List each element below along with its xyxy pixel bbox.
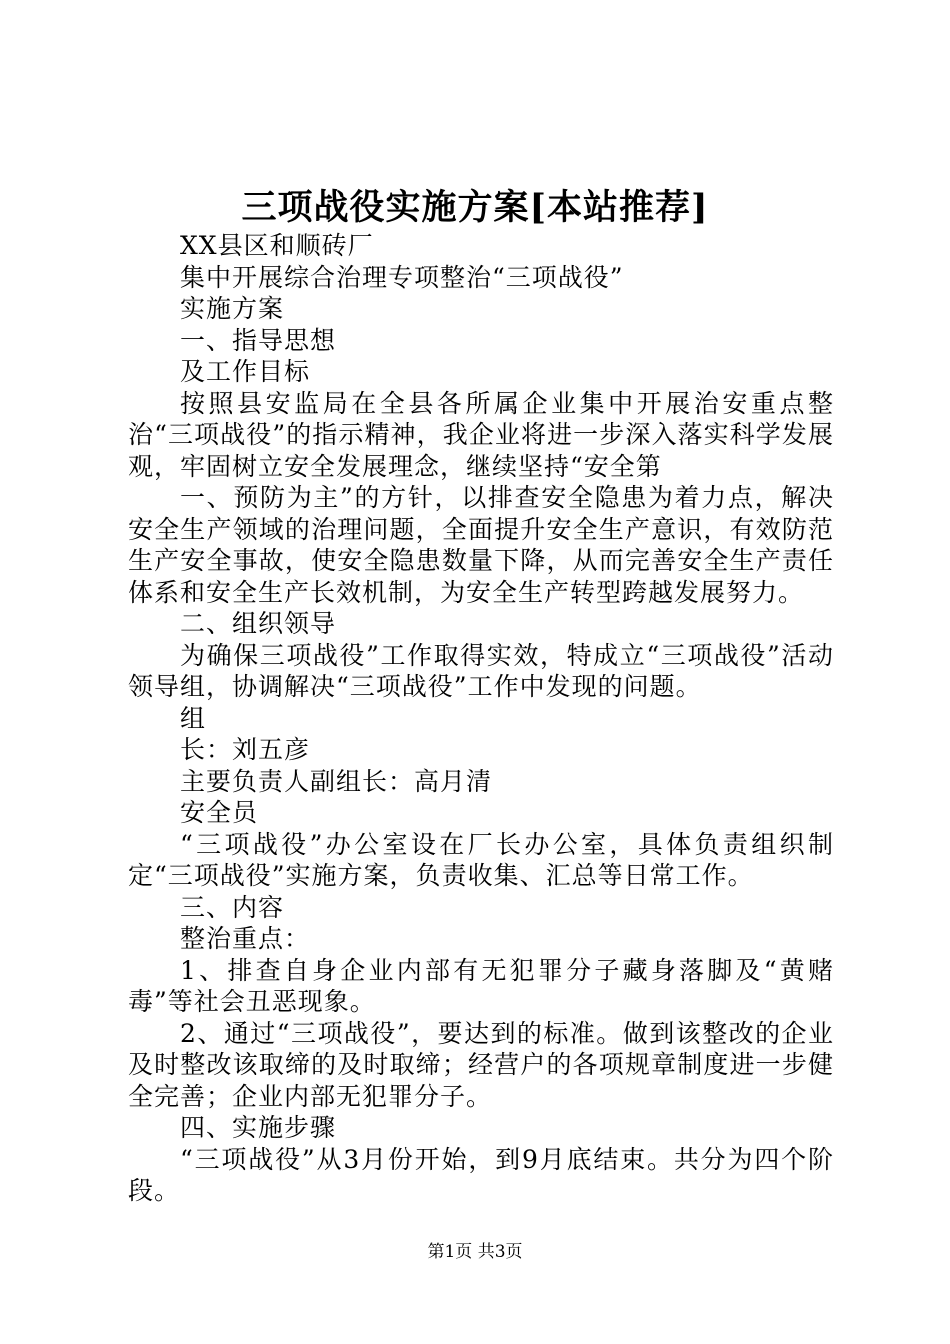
paragraph: 实施方案 — [180, 294, 285, 323]
paragraph: 二、组织领导 — [180, 609, 337, 638]
paragraph: 组 — [180, 703, 207, 733]
paragraph: 四、实施步骤 — [180, 1113, 337, 1142]
paragraph: 集中开展综合治理专项整治“三项战役” — [180, 262, 624, 292]
paragraph: 长：刘五彦 — [180, 735, 311, 764]
page-number: 第1页 共3页 — [427, 1242, 523, 1262]
paragraph: 按照县安监局在全县各所属企业集中开展治安重点整治“三项战役”的指示精神，我企业将进一步深入落实科学发展观，牢固树立安全发展理念，继续坚持“安全第 — [128, 388, 834, 481]
paragraph: XX县区和顺砖厂 — [180, 231, 374, 260]
paragraph: 2、通过“三项战役”，要达到的标准。做到该整改的企业及时整改该取缔的及时取缔；经营户的各项规章制度进一步健全完善；企业内部无犯罪分子。 — [128, 1018, 834, 1111]
paragraph: 整治重点： — [180, 924, 311, 953]
document-title: 三项战役实施方案[本站推荐] — [241, 187, 709, 228]
document-body — [128, 230, 834, 1207]
paragraph: 一、指导思想 — [180, 325, 337, 355]
paragraph: “三项战役”从3月份开始，到9月底结束。共分为四个阶段。 — [128, 1144, 834, 1205]
paragraph: 安全员 — [180, 798, 259, 827]
paragraph: “三项战役”办公室设在厂长办公室，具体负责组织制定“三项战役”实施方案，负责收集、汇总等日常工作。 — [128, 829, 834, 890]
paragraph: 三、内容 — [180, 892, 285, 922]
paragraph: 1、排查自身企业内部有无犯罪分子藏身落脚及“黄赌毒”等社会丑恶现象。 — [128, 955, 834, 1016]
paragraph: 为确保三项战役”工作取得实效，特成立“三项战役”活动领导组，协调解决“三项战役”工作中发现的问题。 — [128, 640, 834, 701]
paragraph: 一、预防为主”的方针，以排查安全隐患为着力点，解决安全生产领域的治理问题，全面提升安全生产意识，有效防范生产安全事故，使安全隐患数量下降，从而完善安全生产责任体系和安全生产长效机制，为安全生产转型跨越发展努力。 — [128, 483, 834, 607]
paragraph: 及工作目标 — [180, 357, 311, 386]
paragraph: 主要负责人副组长：高月清 — [180, 766, 493, 796]
